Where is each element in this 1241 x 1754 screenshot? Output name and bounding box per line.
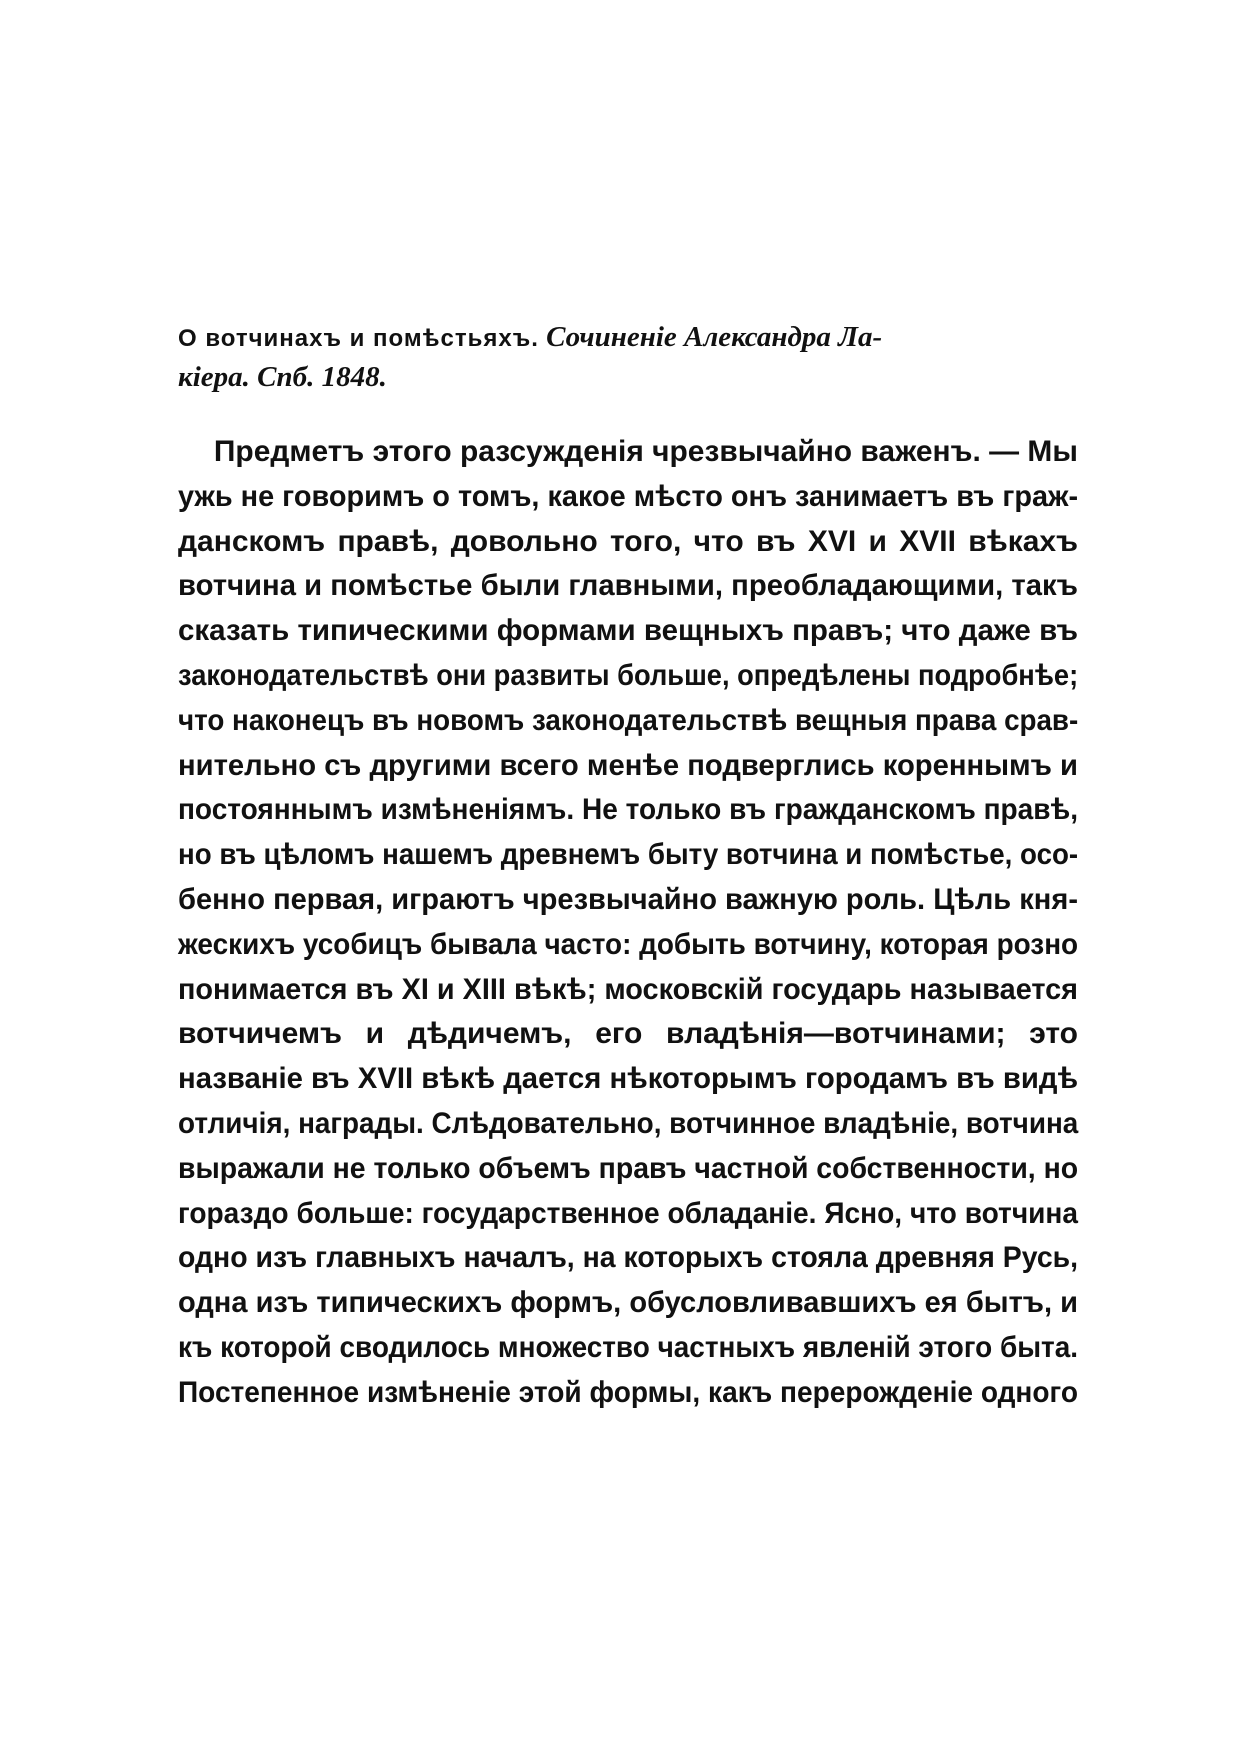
text-line: Предметъ этого разсужденія чрезвычайно важенъ. — Мы: [213, 435, 1078, 468]
text-line: названіе въ XVII вѣкѣ дается нѣкоторымъ городамъ въ видѣ: [178, 1062, 1079, 1096]
text-line: жескихъ усобицъ бывала часто: добыть вотчину, которая розно: [178, 927, 1079, 961]
text-line: одна изъ типическихъ формъ, обусловливавшихъ ея бытъ, и: [178, 1286, 1078, 1320]
text-line: постояннымъ измѣненіямъ. Не только въ гражданскомъ правѣ,: [178, 793, 1078, 827]
heading-publication: кіера. Спб. 1848.: [178, 361, 387, 393]
text-line: вотчичемъ и дѣдичемъ, его владѣнія—вотчинами; это: [178, 1017, 1078, 1051]
body-paragraph: [178, 430, 1078, 1416]
text-line: законодательствѣ они развиты больше, опредѣлены подробнѣе;: [178, 658, 1079, 692]
heading-author: Сочиненіе Александра Ла-: [546, 321, 883, 353]
text-line: сказать типическими формами вещныхъ правъ; что даже въ: [178, 614, 1078, 648]
review-heading: [178, 318, 1078, 396]
text-line: данскомъ правѣ, довольно того, что въ XVI и XVII вѣкахъ: [178, 524, 1078, 558]
text-line: но въ цѣломъ нашемъ древнемъ быту вотчина и помѣстье, осо-: [178, 838, 1079, 872]
text-block: [178, 318, 1078, 1416]
text-line: бенно первая, играютъ чрезвычайно важную роль. Цѣль кня-: [178, 882, 1078, 916]
text-line: отличія, награды. Слѣдовательно, вотчинное владѣніе, вотчина: [178, 1106, 1079, 1140]
text-line: ужь не говоримъ о томъ, какое мѣсто онъ занимаетъ въ граж-: [178, 479, 1079, 513]
text-line: выражали не только объемъ правъ частной собственности, но: [178, 1151, 1079, 1185]
text-line: одно изъ главныхъ началъ, на которыхъ стояла древняя Русь,: [178, 1241, 1078, 1275]
text-line: вотчина и помѣстье были главными, преобладающими, такъ: [178, 569, 1078, 603]
text-line: что наконецъ въ новомъ законодательствѣ вещныя права срав-: [178, 703, 1079, 737]
text-line: гораздо больше: государственное обладаніе. Ясно, что вотчина: [178, 1196, 1078, 1230]
text-line: къ которой сводилось множество частныхъ явленій этого быта.: [178, 1330, 1078, 1364]
text-line: понимается въ XI и XIII вѣкѣ; московскій государь называется: [178, 972, 1078, 1006]
text-line: Постепенное измѣненіе этой формы, какъ перерожденіе одного: [178, 1375, 1078, 1409]
heading-title: О вотчинахъ и помѣстьяхъ.: [178, 325, 539, 352]
text-line: нительно съ другими всего менѣе подверглись кореннымъ и: [178, 748, 1078, 782]
